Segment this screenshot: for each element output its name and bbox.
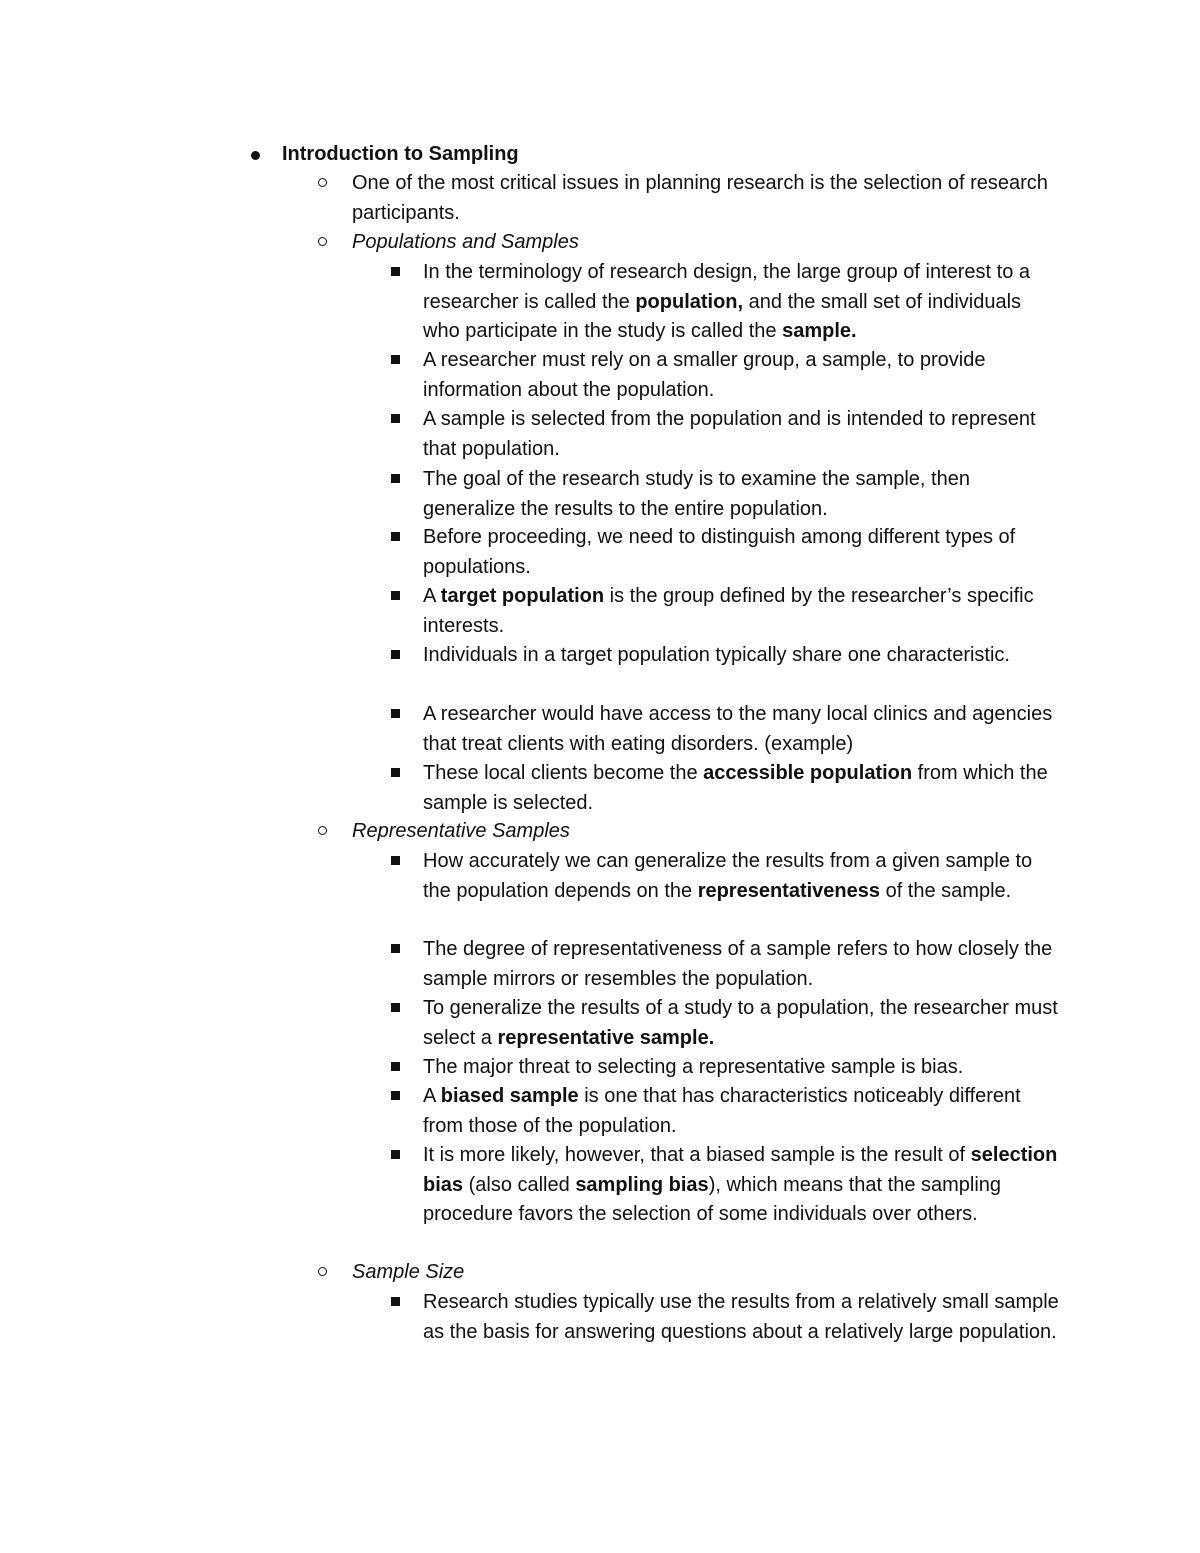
text-run: A researcher would have access to the many local clinics and agencies that treat clients with eating disorders. (example) (423, 703, 1058, 755)
bold-term: accessible population (703, 762, 913, 784)
bullet-square-icon (391, 1297, 400, 1306)
text-run: To generalize the results of a study to a population, the researcher must select a (423, 997, 1064, 1049)
list-item (423, 847, 1063, 906)
text-run: Research studies typically use the results from a relatively small sample as the basis for answering questions about a relatively large population. (423, 1291, 1065, 1343)
text-run: A researcher must rely on a smaller group, a sample, to provide information about the population. (423, 349, 992, 401)
bullet-circle-icon (318, 237, 327, 246)
bold-term: target population (440, 585, 605, 607)
bullet-square-icon (391, 474, 400, 483)
list-item (423, 700, 1063, 759)
bullet-square-icon (391, 414, 400, 423)
bold-term: selection bias (423, 1144, 1063, 1196)
bullet-square-icon (391, 532, 400, 541)
bold-term: population, (635, 290, 744, 313)
list-item (423, 1141, 1063, 1230)
text-run: It is more likely, however, that a biased sample is the result of (423, 1144, 971, 1166)
text-run: The goal of the research study is to examine the sample, then generalize the results to the entire population. (423, 468, 976, 520)
text-run: How accurately we can generalize the results from a given sample to the population depends on the (423, 850, 1038, 902)
bullet-square-icon (391, 591, 400, 600)
intro-paragraph: One of the most critical issues in planning research is the selection of research participants. (352, 172, 1048, 224)
bold-term: representativeness (697, 879, 881, 902)
text-run: from which the sample is selected. (423, 762, 1054, 814)
bullet-circle-icon (318, 1267, 327, 1276)
text-run: is one that has characteristics noticeably different from those of the population. (423, 1085, 1027, 1137)
bold-term: sampling bias (575, 1173, 709, 1196)
bold-term: sample. (782, 320, 857, 343)
bullet-dot-icon (251, 151, 260, 160)
bold-term: representative sample. (497, 1026, 715, 1049)
list-item (423, 935, 1063, 994)
list-item (423, 641, 1063, 671)
bullet-square-icon (391, 1003, 400, 1012)
bullet-circle-icon (318, 826, 327, 835)
bullet-circle-icon (318, 178, 327, 187)
bullet-square-icon (391, 1091, 400, 1100)
list-item (423, 759, 1063, 818)
list-item (423, 1288, 1063, 1347)
text-run: (also called (463, 1173, 576, 1196)
list-item (423, 582, 1063, 641)
list-item (423, 1082, 1063, 1141)
list-item (423, 346, 1063, 405)
text-run: The major threat to selecting a representative sample is bias. (423, 1056, 964, 1078)
bullet-square-icon (391, 856, 400, 865)
list-item (423, 405, 1063, 464)
section-title-representative: Representative Samples (352, 820, 570, 842)
document-heading: Introduction to Sampling (282, 143, 519, 165)
bullet-square-icon (391, 1150, 400, 1159)
list-item (423, 258, 1063, 347)
text-run: A sample is selected from the population and is intended to represent that population. (423, 408, 1042, 460)
text-run: In the terminology of research design, the large group of interest to a researcher is called the (423, 261, 1036, 313)
section-title-sample-size: Sample Size (352, 1261, 465, 1283)
text-run: is the group defined by the researcher’s specific interests. (423, 585, 1040, 637)
list-item (423, 465, 1063, 524)
text-run: Individuals in a target population typically share one characteristic. (423, 644, 1010, 666)
text-run: ), which means that the sampling procedure favors the selection of some individuals over others. (423, 1173, 1007, 1226)
text-run: These local clients become the (423, 762, 704, 784)
list-item (423, 1053, 1063, 1083)
text-run: A (423, 1085, 441, 1107)
bullet-square-icon (391, 709, 400, 718)
bullet-square-icon (391, 768, 400, 777)
section-title-populations: Populations and Samples (352, 231, 579, 253)
text-run: The degree of representativeness of a sample refers to how closely the sample mirrors or resembles the population. (423, 938, 1058, 990)
bold-term: biased sample (440, 1085, 579, 1107)
list-item (423, 523, 1063, 582)
bullet-square-icon (391, 650, 400, 659)
text-run: of the sample. (880, 879, 1012, 902)
text-run: A (423, 585, 441, 607)
bullet-square-icon (391, 267, 400, 276)
text-run: and the small set of individuals who participate in the study is called the (423, 290, 1027, 343)
bullet-square-icon (391, 355, 400, 364)
text-run: Before proceeding, we need to distinguish among different types of populations. (423, 526, 1021, 578)
bullet-square-icon (391, 1062, 400, 1071)
bullet-square-icon (391, 944, 400, 953)
list-item (423, 994, 1063, 1053)
